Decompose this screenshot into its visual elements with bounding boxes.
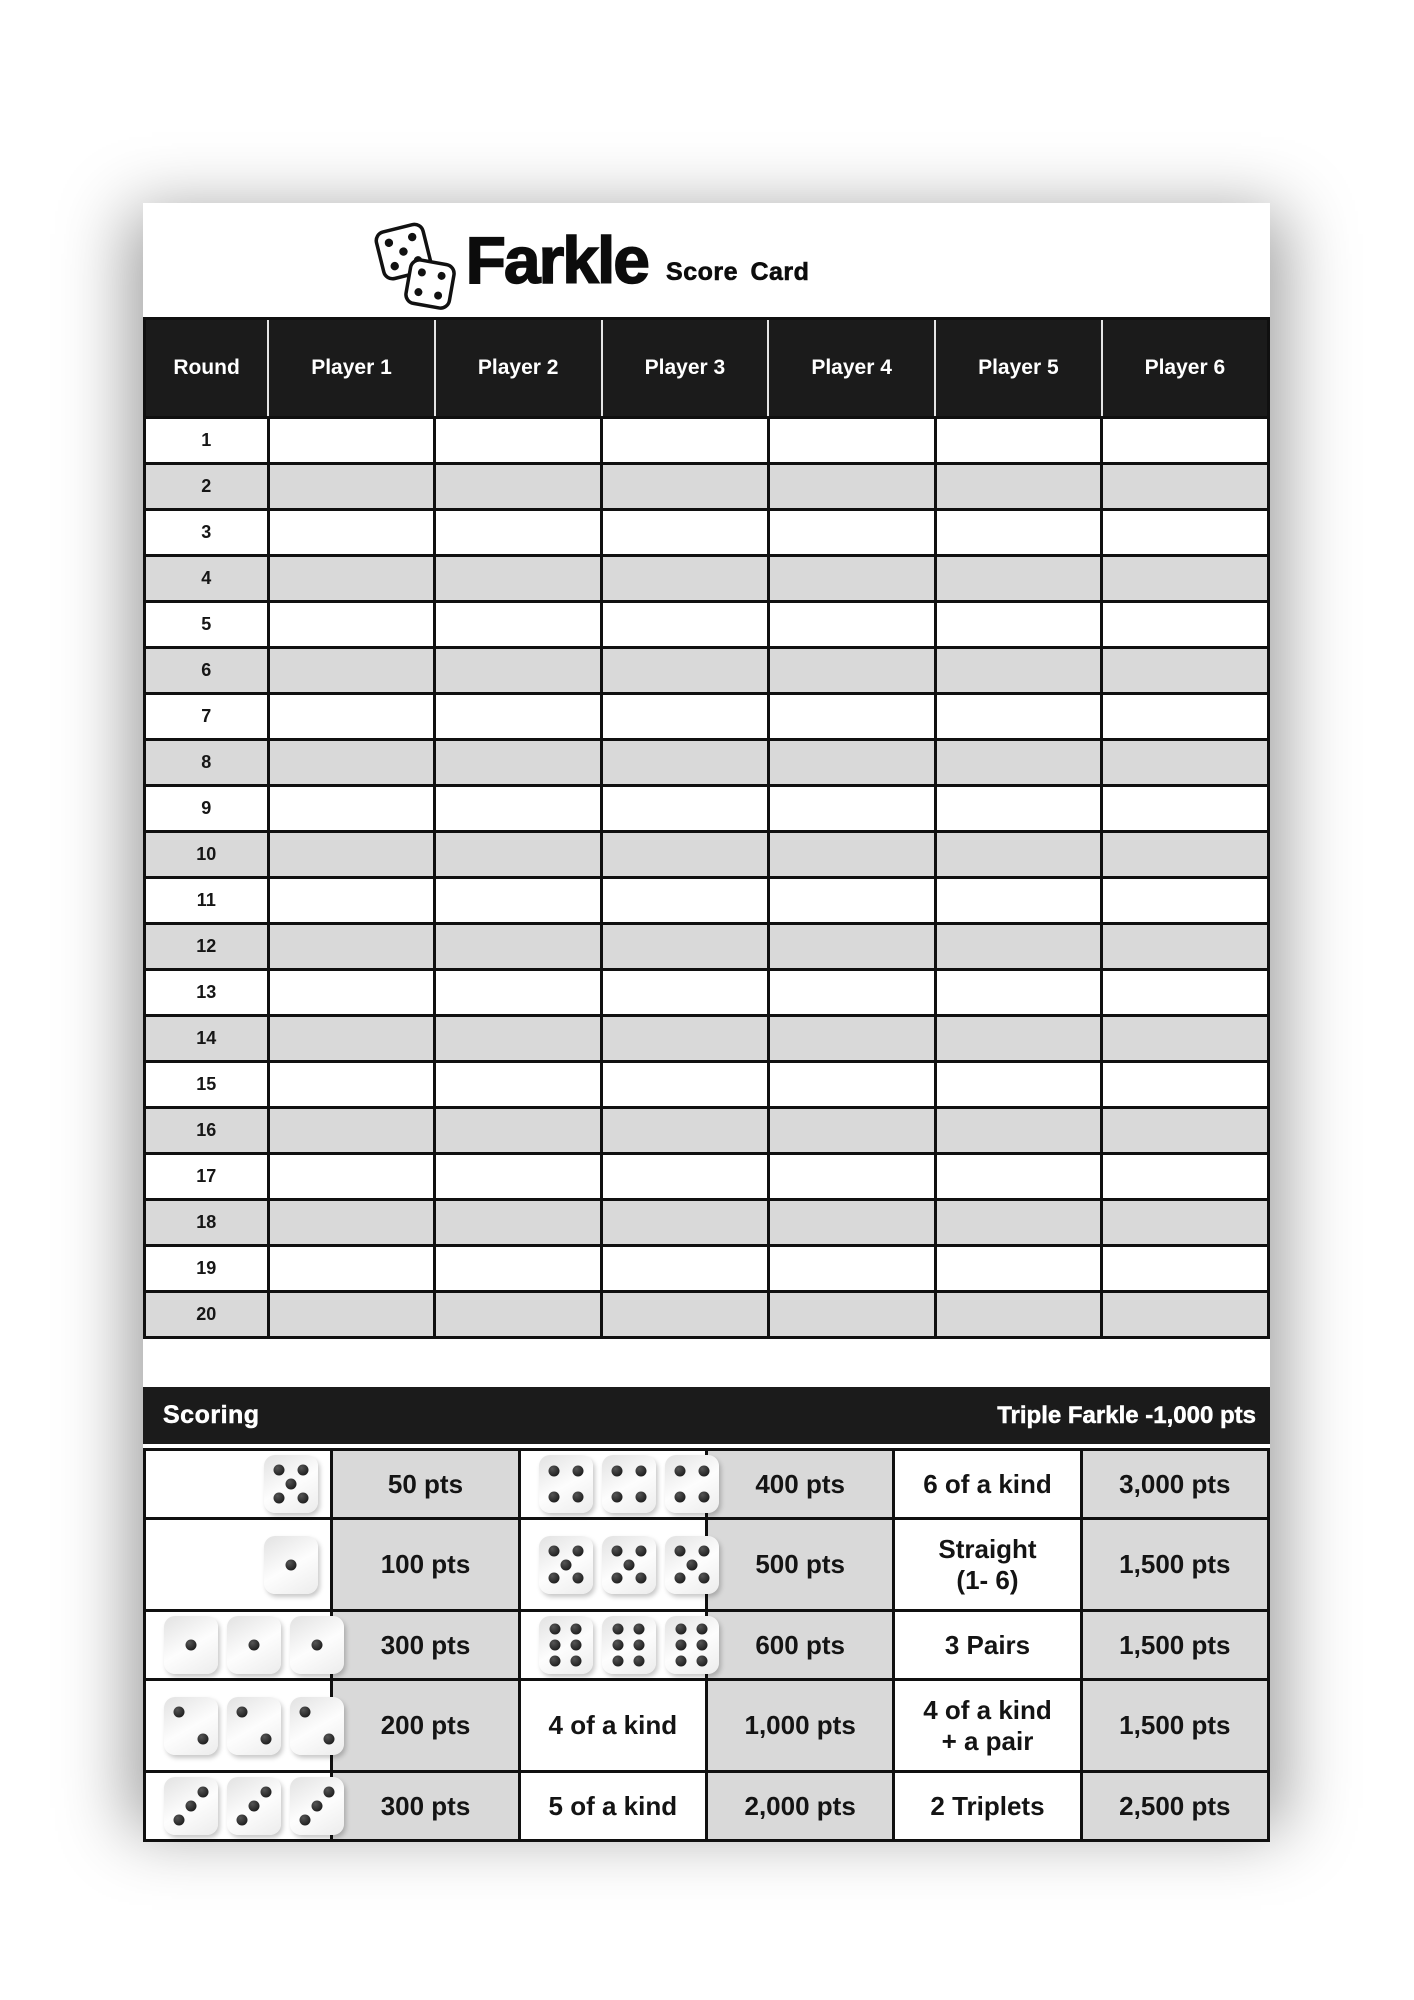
die-1-icon (164, 1616, 218, 1674)
score-cell (935, 418, 1102, 464)
die-1-icon (227, 1616, 281, 1674)
dice-cell (145, 1680, 332, 1772)
score-cell (768, 878, 935, 924)
dice-group (527, 1616, 699, 1674)
score-cell (268, 694, 435, 740)
score-cell (768, 1108, 935, 1154)
score-cell (602, 418, 769, 464)
score-cell (268, 786, 435, 832)
score-cell (1102, 740, 1269, 786)
die-1-icon (264, 1536, 318, 1594)
round-row (145, 648, 1269, 694)
score-cell (1102, 1154, 1269, 1200)
points-cell: 300 pts (332, 1611, 519, 1680)
round-number: 5 (145, 602, 269, 648)
score-cell (435, 1292, 602, 1338)
points-cell: 50 pts (332, 1450, 519, 1519)
score-cell (602, 510, 769, 556)
score-cell (268, 1108, 435, 1154)
score-cell (1102, 464, 1269, 510)
round-number: 4 (145, 556, 269, 602)
points-cell: 200 pts (332, 1680, 519, 1772)
combo-cell (894, 1772, 1081, 1841)
score-cell (768, 556, 935, 602)
score-cell (268, 648, 435, 694)
score-cell (435, 924, 602, 970)
score-cell (435, 1016, 602, 1062)
round-number: 15 (145, 1062, 269, 1108)
score-cell (602, 832, 769, 878)
die-2-icon (227, 1697, 281, 1755)
score-cell (602, 602, 769, 648)
combo-line: (1- 6) (956, 1564, 1019, 1595)
score-cell (268, 556, 435, 602)
score-cell (768, 464, 935, 510)
score-cell (268, 1292, 435, 1338)
score-cell (268, 1062, 435, 1108)
points-cell: 2,500 pts (1081, 1772, 1268, 1841)
score-cell (768, 418, 935, 464)
dice-cell (145, 1772, 332, 1841)
dice-group (527, 1455, 699, 1513)
round-row (145, 418, 1269, 464)
score-cell (268, 740, 435, 786)
score-cell (1102, 970, 1269, 1016)
score-cell (1102, 1016, 1269, 1062)
round-number: 8 (145, 740, 269, 786)
score-cell (602, 1062, 769, 1108)
score-cell (435, 878, 602, 924)
round-number: 17 (145, 1154, 269, 1200)
score-cell (602, 1154, 769, 1200)
round-row (145, 1016, 1269, 1062)
points-cell: 100 pts (332, 1519, 519, 1611)
score-cell (935, 648, 1102, 694)
score-cell (935, 970, 1102, 1016)
score-cell (435, 970, 602, 1016)
round-number: 16 (145, 1108, 269, 1154)
die-3-icon (164, 1777, 218, 1835)
combo-cell (894, 1611, 1081, 1680)
combo-cell (894, 1450, 1081, 1519)
score-cell (935, 510, 1102, 556)
score-cell (768, 1016, 935, 1062)
round-number: 10 (145, 832, 269, 878)
triple-farkle-note: Triple Farkle -1,000 pts (997, 1401, 1256, 1429)
score-cell (435, 556, 602, 602)
score-cell (602, 740, 769, 786)
die-4-icon (539, 1455, 593, 1513)
round-row (145, 924, 1269, 970)
score-cell (935, 1200, 1102, 1246)
die-5-icon (602, 1536, 656, 1594)
scoring-row (145, 1772, 1269, 1841)
score-cell (1102, 602, 1269, 648)
score-cell (935, 464, 1102, 510)
score-cell (268, 1200, 435, 1246)
points-cell: 1,500 pts (1081, 1519, 1268, 1611)
score-cell (768, 1200, 935, 1246)
score-cell (435, 648, 602, 694)
dice-group (152, 1455, 324, 1513)
die-1-icon (290, 1616, 344, 1674)
die-6-icon (602, 1616, 656, 1674)
die-5-icon (264, 1455, 318, 1513)
score-cell (435, 740, 602, 786)
score-cell (935, 556, 1102, 602)
round-number: 20 (145, 1292, 269, 1338)
score-cell (768, 602, 935, 648)
points-cell: 600 pts (706, 1611, 893, 1680)
score-cell (602, 970, 769, 1016)
scoring-row (145, 1611, 1269, 1680)
score-cell (268, 418, 435, 464)
score-cell (602, 1200, 769, 1246)
score-cell (602, 924, 769, 970)
score-cell (602, 786, 769, 832)
score-cell (935, 740, 1102, 786)
points-cell: 2,000 pts (706, 1772, 893, 1841)
points-cell: 3,000 pts (1081, 1450, 1268, 1519)
scoring-row (145, 1450, 1269, 1519)
round-row (145, 510, 1269, 556)
score-cell (768, 924, 935, 970)
column-header: Player 1 (268, 319, 435, 418)
score-cell (1102, 418, 1269, 464)
score-cell (935, 1062, 1102, 1108)
score-cell (935, 1154, 1102, 1200)
round-table (143, 317, 1270, 1339)
score-cell (268, 602, 435, 648)
score-cell (768, 1154, 935, 1200)
die-5-icon (539, 1536, 593, 1594)
score-cell (935, 1246, 1102, 1292)
score-cell (268, 510, 435, 556)
round-row (145, 1154, 1269, 1200)
dice-cell (145, 1450, 332, 1519)
score-cell (435, 1246, 602, 1292)
score-cell (768, 510, 935, 556)
round-table-header-row (145, 319, 1269, 418)
die-2-icon (290, 1697, 344, 1755)
score-cell (1102, 1062, 1269, 1108)
score-cell (935, 694, 1102, 740)
round-number: 9 (145, 786, 269, 832)
column-header: Player 3 (602, 319, 769, 418)
points-cell: 500 pts (706, 1519, 893, 1611)
combo-line: 3 Pairs (944, 1629, 1031, 1660)
score-cell (435, 1062, 602, 1108)
combo-cell (894, 1680, 1081, 1772)
round-row (145, 878, 1269, 924)
score-cell (602, 556, 769, 602)
points-cell: 1,000 pts (706, 1680, 893, 1772)
round-row (145, 970, 1269, 1016)
score-cell (1102, 786, 1269, 832)
page-subtitle: Score Card (666, 257, 810, 286)
round-row (145, 556, 1269, 602)
combo-line: Straight (938, 1533, 1037, 1564)
score-cell (435, 694, 602, 740)
round-row (145, 694, 1269, 740)
score-cell (602, 1108, 769, 1154)
score-cell (935, 924, 1102, 970)
round-number: 19 (145, 1246, 269, 1292)
dice-cell (519, 1519, 706, 1611)
score-cell (435, 464, 602, 510)
score-cell (768, 648, 935, 694)
dice-pair-icon (368, 220, 456, 314)
round-number: 7 (145, 694, 269, 740)
die-4-icon (602, 1455, 656, 1513)
score-cell (768, 1292, 935, 1338)
score-cell (935, 1016, 1102, 1062)
score-cell (768, 740, 935, 786)
score-cell (1102, 832, 1269, 878)
round-number: 6 (145, 648, 269, 694)
score-cell (268, 464, 435, 510)
score-cell (1102, 556, 1269, 602)
score-cell (602, 648, 769, 694)
scoring-section (143, 1387, 1270, 1842)
dice-cell (145, 1519, 332, 1611)
round-row (145, 1108, 1269, 1154)
dice-group (152, 1616, 324, 1674)
die-4-icon (665, 1455, 719, 1513)
points-cell: 1,500 pts (1081, 1680, 1268, 1772)
column-header: Player 5 (935, 319, 1102, 418)
score-cell (935, 832, 1102, 878)
scoring-title: Scoring (163, 1401, 260, 1429)
page-title: Farkle (465, 223, 649, 297)
score-cell (435, 1108, 602, 1154)
dice-group (527, 1536, 699, 1594)
score-cell (768, 1246, 935, 1292)
dice-group (152, 1697, 324, 1755)
score-cell (268, 878, 435, 924)
score-cell (1102, 510, 1269, 556)
round-number: 14 (145, 1016, 269, 1062)
round-row (145, 1062, 1269, 1108)
round-row (145, 464, 1269, 510)
score-cell (768, 832, 935, 878)
die-5-icon (665, 1536, 719, 1594)
score-cell (435, 786, 602, 832)
score-card (143, 203, 1270, 1821)
scoring-bar (143, 1387, 1270, 1444)
score-cell (935, 1292, 1102, 1338)
score-cell (1102, 694, 1269, 740)
column-header: Player 6 (1102, 319, 1269, 418)
column-header: Player 4 (768, 319, 935, 418)
score-cell (768, 786, 935, 832)
score-cell (268, 832, 435, 878)
round-number: 1 (145, 418, 269, 464)
round-number: 12 (145, 924, 269, 970)
column-header: Round (145, 319, 269, 418)
round-row (145, 786, 1269, 832)
dice-cell (519, 1450, 706, 1519)
dice-cell (145, 1611, 332, 1680)
round-number: 13 (145, 970, 269, 1016)
die-2-icon (164, 1697, 218, 1755)
score-cell (935, 1108, 1102, 1154)
dice-group (152, 1777, 324, 1835)
score-cell (1102, 648, 1269, 694)
score-cell (1102, 1200, 1269, 1246)
score-cell (935, 786, 1102, 832)
points-cell: 300 pts (332, 1772, 519, 1841)
header (25, 203, 1152, 317)
round-row (145, 1292, 1269, 1338)
combo-line: + a pair (941, 1725, 1034, 1756)
combo-cell: 4 of a kind (519, 1680, 706, 1772)
score-cell (768, 694, 935, 740)
score-cell (1102, 878, 1269, 924)
round-number: 3 (145, 510, 269, 556)
score-cell (768, 1062, 935, 1108)
scoring-table (143, 1448, 1270, 1842)
round-number: 11 (145, 878, 269, 924)
dice-cell (519, 1611, 706, 1680)
score-cell (602, 464, 769, 510)
score-cell (1102, 1108, 1269, 1154)
round-row (145, 832, 1269, 878)
combo-line: 4 of a kind (923, 1694, 1052, 1725)
die-3-icon (290, 1777, 344, 1835)
score-cell (268, 970, 435, 1016)
score-cell (1102, 1246, 1269, 1292)
round-row (145, 740, 1269, 786)
round-row (145, 1246, 1269, 1292)
score-cell (768, 970, 935, 1016)
score-cell (602, 1016, 769, 1062)
score-cell (602, 1292, 769, 1338)
score-cell (935, 602, 1102, 648)
round-number: 18 (145, 1200, 269, 1246)
score-cell (935, 878, 1102, 924)
score-cell (268, 1154, 435, 1200)
points-cell: 400 pts (706, 1450, 893, 1519)
score-cell (1102, 1292, 1269, 1338)
round-row (145, 602, 1269, 648)
column-header: Player 2 (435, 319, 602, 418)
score-cell (268, 924, 435, 970)
points-cell: 1,500 pts (1081, 1611, 1268, 1680)
combo-cell: 5 of a kind (519, 1772, 706, 1841)
score-cell (435, 510, 602, 556)
score-cell (602, 878, 769, 924)
score-cell (435, 602, 602, 648)
combo-line: 6 of a kind (923, 1468, 1052, 1499)
die-6-icon (539, 1616, 593, 1674)
score-cell (268, 1016, 435, 1062)
score-cell (268, 1246, 435, 1292)
score-cell (435, 1154, 602, 1200)
score-cell (435, 1200, 602, 1246)
round-number: 2 (145, 464, 269, 510)
combo-cell (894, 1519, 1081, 1611)
score-cell (435, 832, 602, 878)
dice-group (152, 1536, 324, 1594)
die-3-icon (227, 1777, 281, 1835)
round-row (145, 1200, 1269, 1246)
score-cell (435, 418, 602, 464)
score-cell (602, 694, 769, 740)
score-cell (1102, 924, 1269, 970)
scoring-row (145, 1680, 1269, 1772)
score-cell (602, 1246, 769, 1292)
scoring-row (145, 1519, 1269, 1611)
die-6-icon (665, 1616, 719, 1674)
combo-line: 2 Triplets (930, 1790, 1045, 1821)
